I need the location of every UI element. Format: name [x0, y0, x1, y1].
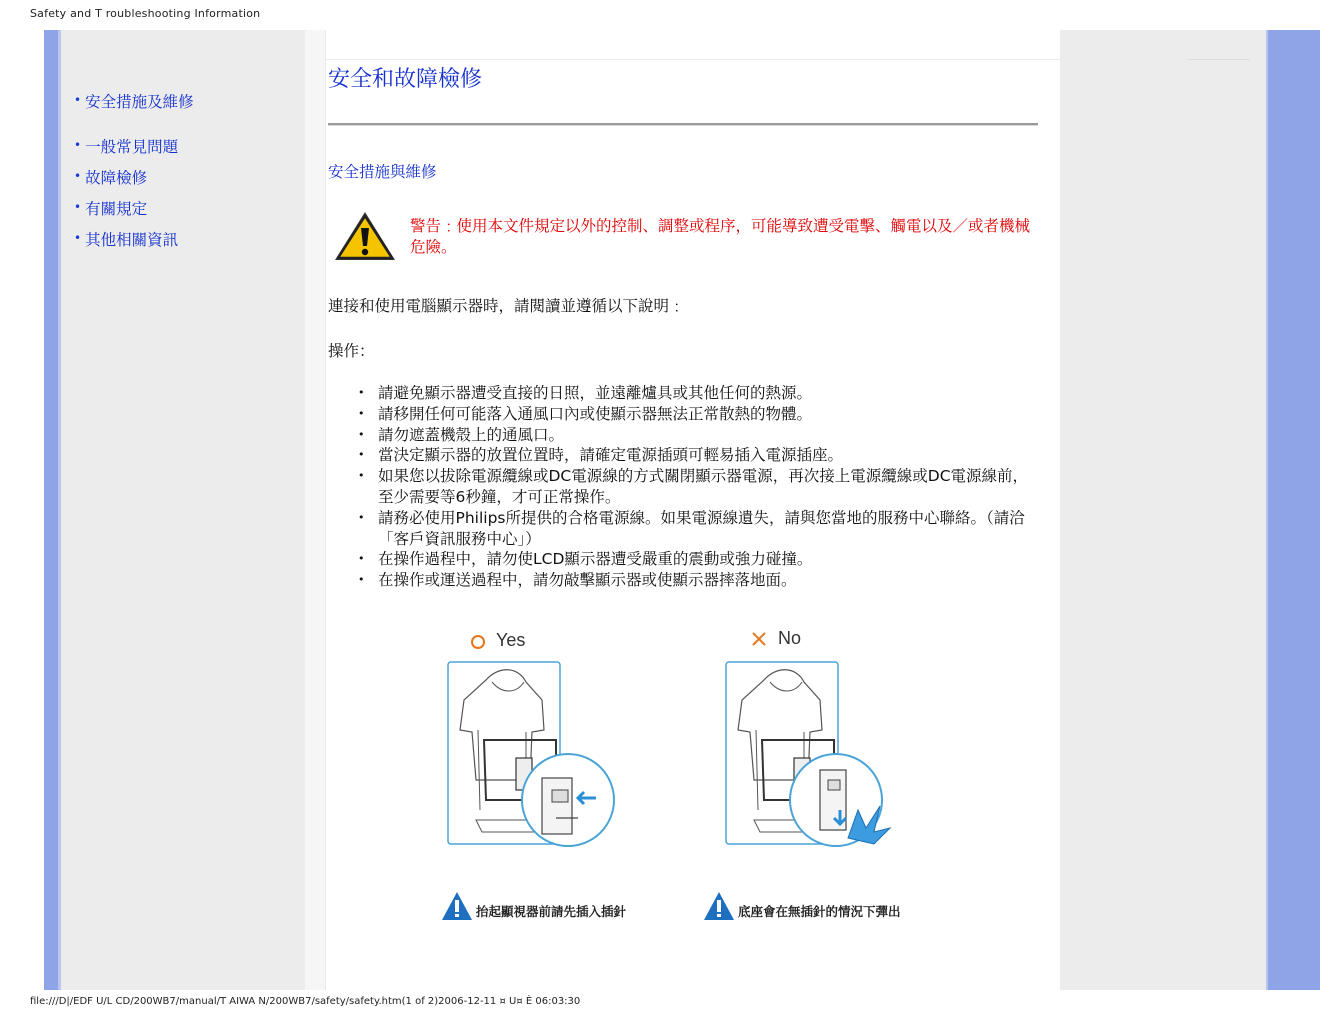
warning-triangle-icon — [332, 208, 398, 264]
list-item: • 請勿遮蓋機殼上的通風口。 — [358, 425, 1034, 446]
list-item: • 請移開任何可能落入通風口內或使顯示器無法正常散熱的物體。 — [358, 404, 1034, 425]
list-item: • 當決定顯示器的放置位置時，請確定電源插頭可輕易插入電源插座。 — [358, 445, 1034, 466]
intro-text: 連接和使用電腦顯示器時，請閱讀並遵循以下說明﹕ — [328, 297, 685, 315]
sidebar-link-troubleshooting[interactable]: 故障檢修 — [85, 169, 148, 187]
print-header: Safety and T roubleshooting Information — [30, 7, 261, 20]
section-title: 安全措施與維修 — [328, 163, 437, 181]
no-illustration — [724, 660, 900, 850]
title-divider — [328, 123, 1038, 126]
bullet-icon: • — [74, 169, 82, 183]
yes-illustration — [446, 660, 622, 850]
list-item: • 請務必使用Philips所提供的合格電源線。如果電源線遺失，請與您當地的服務中心聯絡。（請洽「客戶資訊服務中心」） — [358, 508, 1034, 550]
right-border-band — [1268, 30, 1320, 990]
list-item: • 在操作或運送過程中，請勿敲擊顯示器或使顯示器摔落地面。 — [358, 570, 1034, 591]
sidebar-divider — [305, 30, 326, 990]
caution-triangle-icon — [702, 890, 736, 922]
cross-icon — [750, 630, 768, 648]
no-caption: 底座會在無插針的情況下彈出 — [738, 904, 901, 919]
main-top-line — [326, 59, 1060, 60]
warning-text: 警告﹕使用本文件規定以外的控制、調整或程序，可能導致遭受電擊、觸電以及／或者機械危險。 — [410, 217, 1031, 256]
no-label: No — [778, 628, 802, 648]
bullet-icon: • — [74, 138, 82, 152]
sidebar-link-safety[interactable]: 安全措施及維修 — [85, 93, 194, 111]
list-item: • 在操作過程中，請勿使LCD顯示器遭受嚴重的震動或強力碰撞。 — [358, 549, 1034, 570]
caution-triangle-icon — [440, 890, 474, 922]
operation-heading: 操作： — [328, 342, 375, 360]
sidebar-item-other-info[interactable] — [74, 228, 178, 250]
list-item: • 請避免顯示器遭受直接的日照，並遠離爐具或其他任何的熱源。 — [358, 383, 1034, 404]
operation-rules-list — [358, 383, 1034, 591]
sidebar-item-regulatory[interactable] — [74, 197, 147, 219]
print-footer: file:///D|/EDF U/L CD/200WB7/manual/T AIWA N/200WB7/safety/safety.htm(1 of 2)2006-12-11 ¤ U¤ È 06:03:30 — [30, 996, 581, 1007]
bullet-icon: • — [74, 93, 82, 107]
yes-caption: 抬起顯視器前請先插入插針 — [476, 904, 627, 919]
sidebar-link-other-info[interactable]: 其他相關資訊 — [85, 231, 179, 249]
list-item: • 如果您以拔除電源纜線或DC電源線的方式關閉顯示器電源，再次接上電源纜線或DC電源線前，至少需要等6秒鐘，才可正常操作。 — [358, 466, 1034, 508]
sidebar-item-faq[interactable] — [74, 135, 178, 157]
right-panel — [1060, 30, 1268, 990]
circle-icon — [470, 634, 486, 650]
page-title: 安全和故障檢修 — [328, 67, 483, 92]
lifting-illustration — [430, 620, 950, 930]
yes-label: Yes — [496, 630, 526, 650]
bullet-icon: • — [74, 200, 82, 214]
sidebar-link-faq[interactable]: 一般常見問題 — [85, 138, 179, 156]
bullet-icon: • — [74, 231, 82, 245]
sidebar-item-troubleshooting[interactable] — [74, 166, 147, 188]
sidebar-item-safety[interactable] — [74, 90, 194, 112]
sidebar-link-regulatory[interactable]: 有關規定 — [85, 200, 148, 218]
right-panel-line — [1188, 59, 1250, 60]
